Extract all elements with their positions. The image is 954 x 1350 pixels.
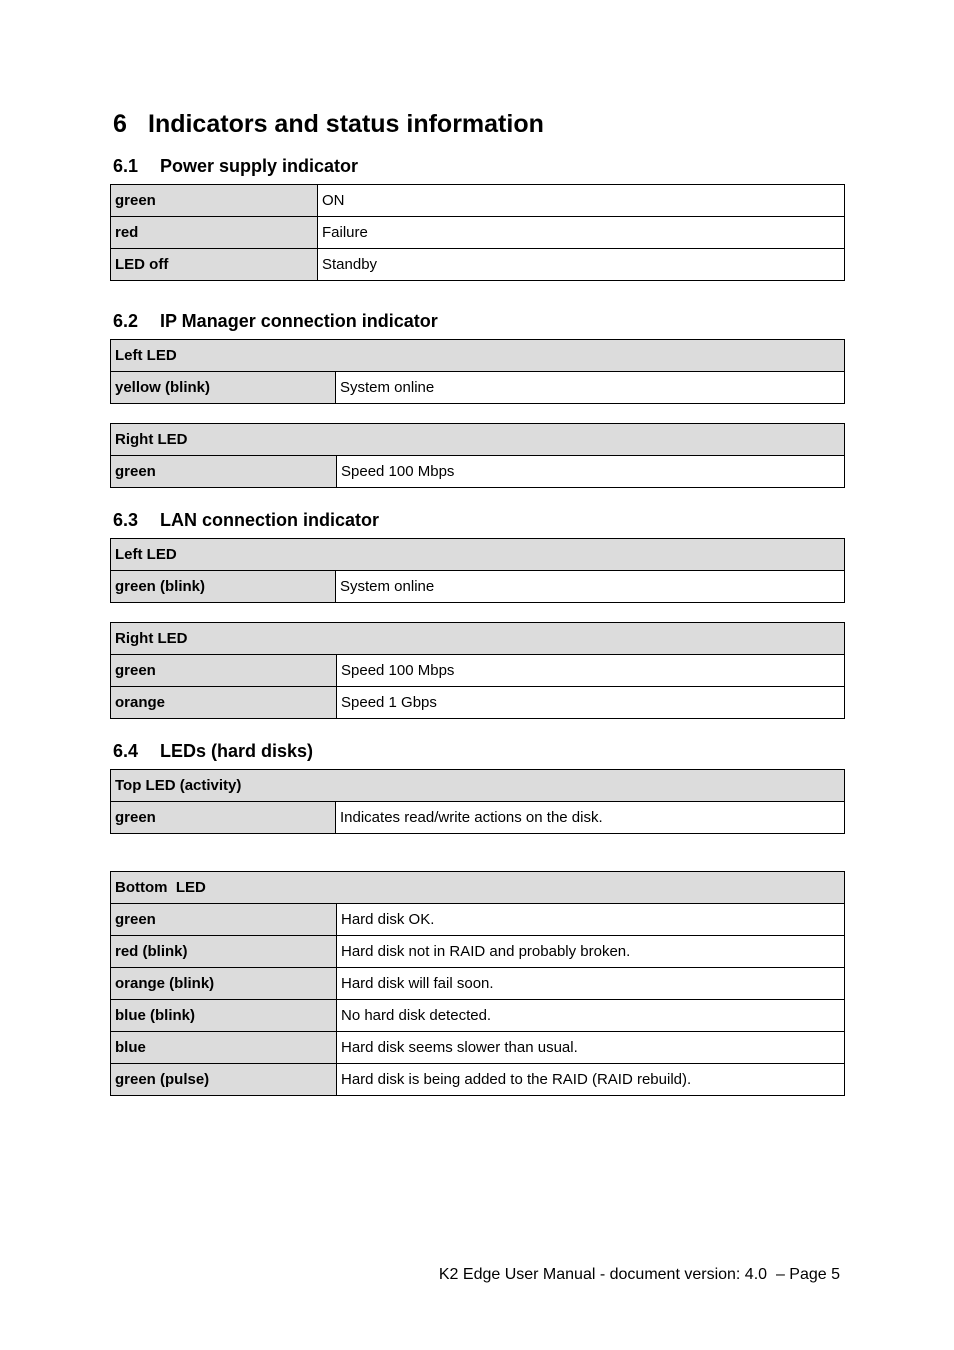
- section-number: 6.3: [113, 510, 139, 530]
- led-meaning: Hard disk will fail soon.: [337, 968, 845, 1000]
- ip-manager-left-led-table: [110, 339, 845, 404]
- led-state: orange: [111, 687, 337, 719]
- table-header-row: [111, 424, 845, 456]
- page-footer: K2 Edge User Manual - document version: 4.0 – Page 5: [438, 1266, 840, 1283]
- table-header: Top LED (activity): [111, 770, 845, 802]
- table-header-row: [111, 623, 845, 655]
- table-row: [111, 904, 845, 936]
- led-meaning: Standby: [318, 249, 845, 281]
- table-header-row: [111, 770, 845, 802]
- led-meaning: ON: [318, 185, 845, 217]
- chapter-heading: [113, 110, 544, 139]
- led-state: yellow (blink): [111, 372, 336, 404]
- ip-manager-right-led-table: [110, 423, 845, 488]
- led-state: green (blink): [111, 571, 336, 603]
- led-meaning: System online: [336, 372, 845, 404]
- chapter-title: Indicators and status information: [148, 110, 544, 138]
- led-state: blue (blink): [111, 1000, 337, 1032]
- section-heading-6-3: [113, 510, 379, 531]
- led-meaning: Indicates read/write actions on the disk.: [336, 802, 845, 834]
- section-title: Power supply indicator: [160, 156, 359, 176]
- section-heading-6-2: [113, 311, 438, 332]
- lan-left-led-table: [110, 538, 845, 603]
- led-meaning: Hard disk not in RAID and probably broken.: [337, 936, 845, 968]
- led-state: blue: [111, 1032, 337, 1064]
- table-row: [111, 185, 845, 217]
- led-state: LED off: [111, 249, 318, 281]
- led-meaning: Failure: [318, 217, 845, 249]
- hdd-top-led-table: [110, 769, 845, 834]
- led-state: green (pulse): [111, 1064, 337, 1096]
- led-meaning: Hard disk is being added to the RAID (RAID rebuild).: [337, 1064, 845, 1096]
- table-header-row: [111, 340, 845, 372]
- table-row: [111, 571, 845, 603]
- table-header: Left LED: [111, 340, 845, 372]
- section-number: 6.1: [113, 156, 139, 176]
- led-meaning: Speed 1 Gbps: [337, 687, 845, 719]
- led-meaning: System online: [336, 571, 845, 603]
- section-title: IP Manager connection indicator: [160, 311, 438, 331]
- table-row: [111, 1000, 845, 1032]
- hdd-bottom-led-table: [110, 871, 845, 1096]
- table-header-row: [111, 539, 845, 571]
- table-row: [111, 687, 845, 719]
- led-state: red (blink): [111, 936, 337, 968]
- section-number: 6.2: [113, 311, 139, 331]
- led-state: orange (blink): [111, 968, 337, 1000]
- table-header: Right LED: [111, 623, 845, 655]
- chapter-number: 6: [113, 110, 127, 138]
- section-heading-6-4: [113, 741, 313, 762]
- led-state: green: [111, 655, 337, 687]
- led-state: green: [111, 456, 337, 488]
- table-row: [111, 936, 845, 968]
- table-header: Right LED: [111, 424, 845, 456]
- section-title: LAN connection indicator: [160, 510, 380, 530]
- section-number: 6.4: [113, 741, 139, 761]
- table-row: [111, 968, 845, 1000]
- power-supply-table: [110, 184, 845, 281]
- section-title: LEDs (hard disks): [160, 741, 314, 761]
- led-meaning: No hard disk detected.: [337, 1000, 845, 1032]
- led-state: green: [111, 904, 337, 936]
- table-row: [111, 456, 845, 488]
- table-header: Left LED: [111, 539, 845, 571]
- table-row: [111, 217, 845, 249]
- table-row: [111, 1032, 845, 1064]
- led-meaning: Hard disk OK.: [337, 904, 845, 936]
- table-row: [111, 249, 845, 281]
- led-state: green: [111, 802, 336, 834]
- section-heading-6-1: [113, 156, 358, 177]
- led-meaning: Speed 100 Mbps: [337, 456, 845, 488]
- led-state: green: [111, 185, 318, 217]
- table-row: [111, 372, 845, 404]
- table-row: [111, 655, 845, 687]
- table-header: Bottom LED: [111, 872, 845, 904]
- table-header-row: [111, 872, 845, 904]
- table-row: [111, 1064, 845, 1096]
- led-state: red: [111, 217, 318, 249]
- lan-right-led-table: [110, 622, 845, 719]
- led-meaning: Hard disk seems slower than usual.: [337, 1032, 845, 1064]
- table-row: [111, 802, 845, 834]
- led-meaning: Speed 100 Mbps: [337, 655, 845, 687]
